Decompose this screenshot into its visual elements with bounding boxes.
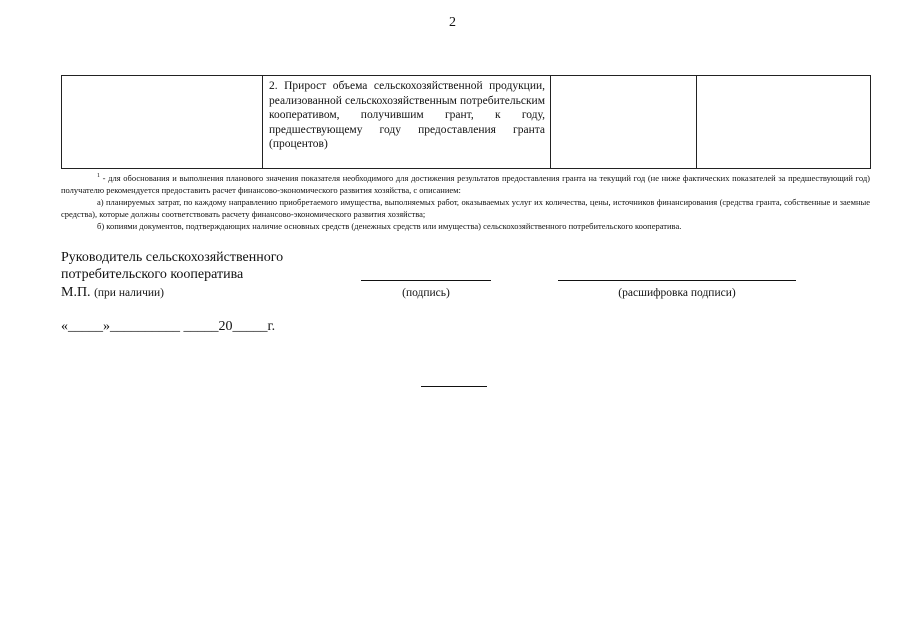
signature-blank [361, 279, 491, 281]
stamp-note: (при наличии) [94, 287, 165, 299]
end-rule [421, 386, 487, 387]
head-title-line1: Руководитель сельскохозяйственного [61, 250, 284, 265]
decoding-blank [558, 279, 796, 281]
footnote-main-text: - для обоснования и выполнения планового значения показателя необходимого для достижения результатов предоставления гранта на текущий год (не ниже фактических показателей за предшествующий год) получателю рекомендуется предоставить расчет финансово-экономического развития хозяйства, с описанием: [61, 172, 870, 195]
head-title-line2: потребительского кооператива [61, 267, 244, 282]
footnote-item-a: а) планируемых затрат, по каждому направлению приобретаемого имущества, выполняемых работ, оказываемых услуг их количества, цены, источников финансирования (средства гранта, собственные и заемные средства), которые должны соответствовать расчету финансово-экономического развития хозяйства; [61, 196, 870, 219]
date-line: «_____»__________ _____20_____г. [61, 319, 276, 334]
signature-caption: (подпись) [402, 287, 450, 299]
stamp-label: М.П. [61, 285, 91, 300]
table-cell-empty-3 [551, 76, 697, 169]
footnote-main [61, 170, 870, 196]
table-cell-empty-4 [697, 76, 871, 169]
table-cell-empty-1 [62, 76, 263, 169]
footnote-mark: 1 [97, 173, 100, 179]
table-row [62, 76, 871, 169]
indicator-cell: 2. Прирост объема сельскохозяйственной продукции, реализованной сельскохозяйственным потребительским кооперативом, получившим грант, к году, предшествующему году предоставления гранта (процентов) [263, 76, 551, 169]
page-number: 2 [449, 15, 456, 30]
grant-indicators-table [61, 75, 871, 169]
decoding-caption: (расшифровка подписи) [618, 287, 736, 299]
footnote-item-b: б) копиями документов, подтверждающих наличие основных средств (денежных средств или имущества) сельскохозяйственного потребительского кооператива. [97, 220, 682, 231]
footnotes [61, 170, 870, 232]
stamp-line [61, 285, 164, 301]
